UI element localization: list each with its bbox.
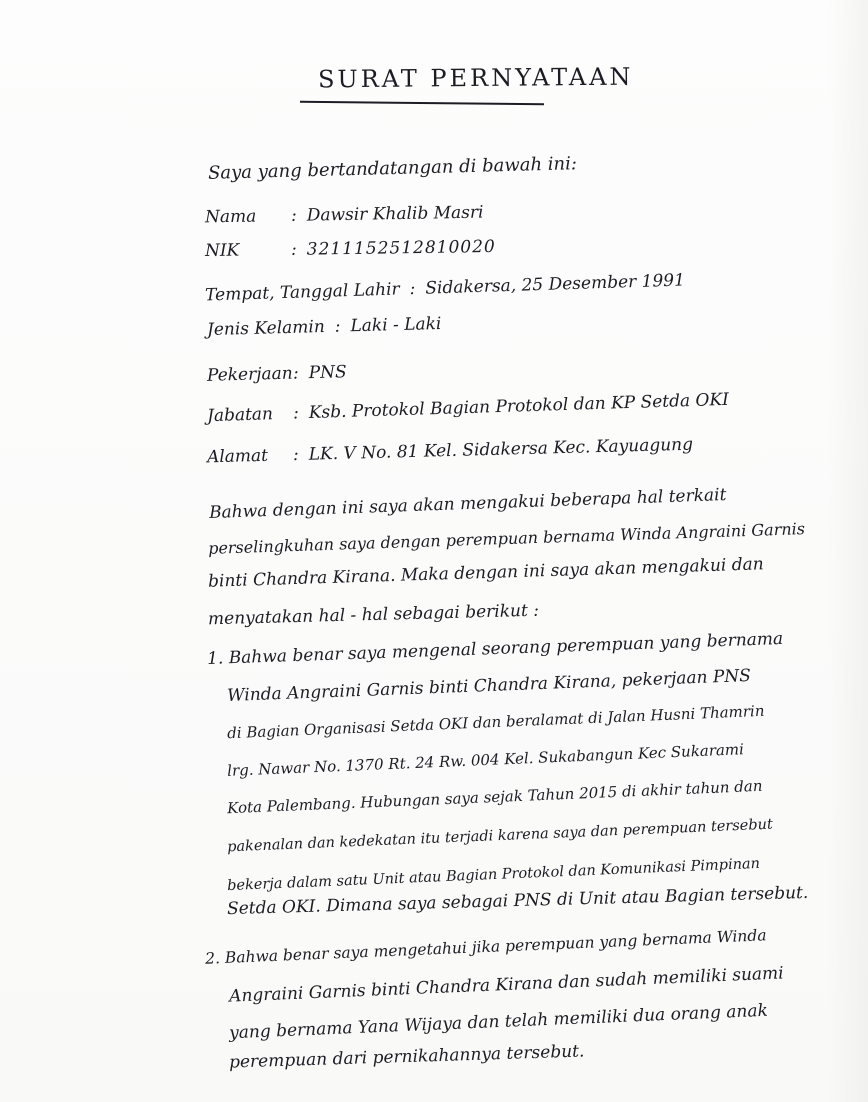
body-line: Bahwa dengan ini saya akan mengakui beberapa hal terkait [208, 484, 727, 524]
point-1-line: lrg. Nawar No. 1370 Rt. 24 Rw. 004 Kel. Sukabangun Kec Sukarami [226, 740, 745, 780]
field-label: Nama [204, 206, 257, 228]
field-label: Jabatan [206, 404, 274, 427]
field-row-pekerjaan [207, 364, 347, 385]
field-label: Tempat, Tanggal Lahir [204, 279, 400, 306]
field-separator: : [290, 205, 297, 226]
title-underline [300, 101, 544, 106]
field-row-alamat [206, 434, 694, 468]
field-value: 3211152512810020 [306, 236, 496, 260]
field-row-nama [204, 202, 484, 228]
field-row-nik [204, 236, 496, 262]
intro-line: Saya yang bertandatangan di bawah ini: [207, 153, 578, 184]
page-edge-shadow [828, 0, 868, 1102]
field-separator: : [334, 316, 341, 337]
document-title: SURAT PERNYATAAN [317, 62, 634, 94]
point-1-line: bekerja dalam satu Unit atau Bagian Protokol dan Komunikasi Pimpinan [226, 855, 761, 895]
field-separator: : [290, 239, 297, 260]
point-2-line: 2. Bahwa benar saya mengetahui jika perempuan yang bernama Winda [204, 926, 767, 968]
field-label: Jenis Kelamin [206, 316, 326, 341]
field-value: PNS [308, 362, 347, 384]
field-separator: : [292, 444, 300, 466]
field-separator: : [409, 278, 416, 300]
point-2-line: yang bernama Yana Wijaya dan telah memiliki dua orang anak [228, 1000, 769, 1044]
field-label: NIK [204, 240, 240, 262]
body-line: binti Chandra Kirana. Maka dengan ini saya akan mengakui dan [207, 554, 764, 592]
point-1-line: 1. Bahwa benar saya mengenal seorang perempuan yang bernama [206, 628, 784, 670]
field-row-ttl [205, 272, 685, 304]
field-value: Dawsir Khalib Masri [306, 202, 484, 226]
body-line: menyatakan hal - hal sebagai berikut : [207, 600, 540, 630]
field-separator: : [292, 363, 299, 384]
point-2-line: Angraini Garnis binti Chandra Kirana dan sudah memiliki suami [228, 963, 785, 1007]
body-line: perselingkuhan saya dengan perempuan bernama Winda Angraini Garnis [207, 519, 806, 558]
point-1-line: pakenalan dan kedekatan itu terjadi karena saya dan perempuan tersebut [226, 816, 774, 856]
point-1-line: di Bagian Organisasi Setda OKI dan beralamat di Jalan Husni Thamrin [226, 701, 765, 743]
field-value: LK. V No. 81 Kel. Sidakersa Kec. Kayuagung [308, 434, 694, 465]
point-1-line: Winda Angraini Garnis binti Chandra Kirana, pekerjaan PNS [226, 665, 752, 707]
field-value: Ksb. Protokol Bagian Protokol dan KP Setda OKI [308, 389, 730, 423]
field-value: Sidakersa, 25 Desember 1991 [425, 270, 686, 299]
point-1-line: Setda OKI. Dimana saya sebagai PNS di Unit atau Bagian tersebut. [226, 882, 809, 920]
field-label: Alamat [206, 445, 269, 468]
field-label: Pekerjaan [206, 363, 293, 386]
field-row-jenis-kelamin [206, 313, 442, 341]
point-1-line: Kota Palembang. Hubungan saya sejak Tahun 2015 di akhir tahun dan [226, 776, 763, 818]
point-2-line: perempuan dari pernikahannya tersebut. [228, 1041, 585, 1073]
field-row-jabatan [206, 389, 730, 427]
field-value: Laki - Laki [350, 313, 442, 337]
field-separator: : [292, 403, 300, 424]
